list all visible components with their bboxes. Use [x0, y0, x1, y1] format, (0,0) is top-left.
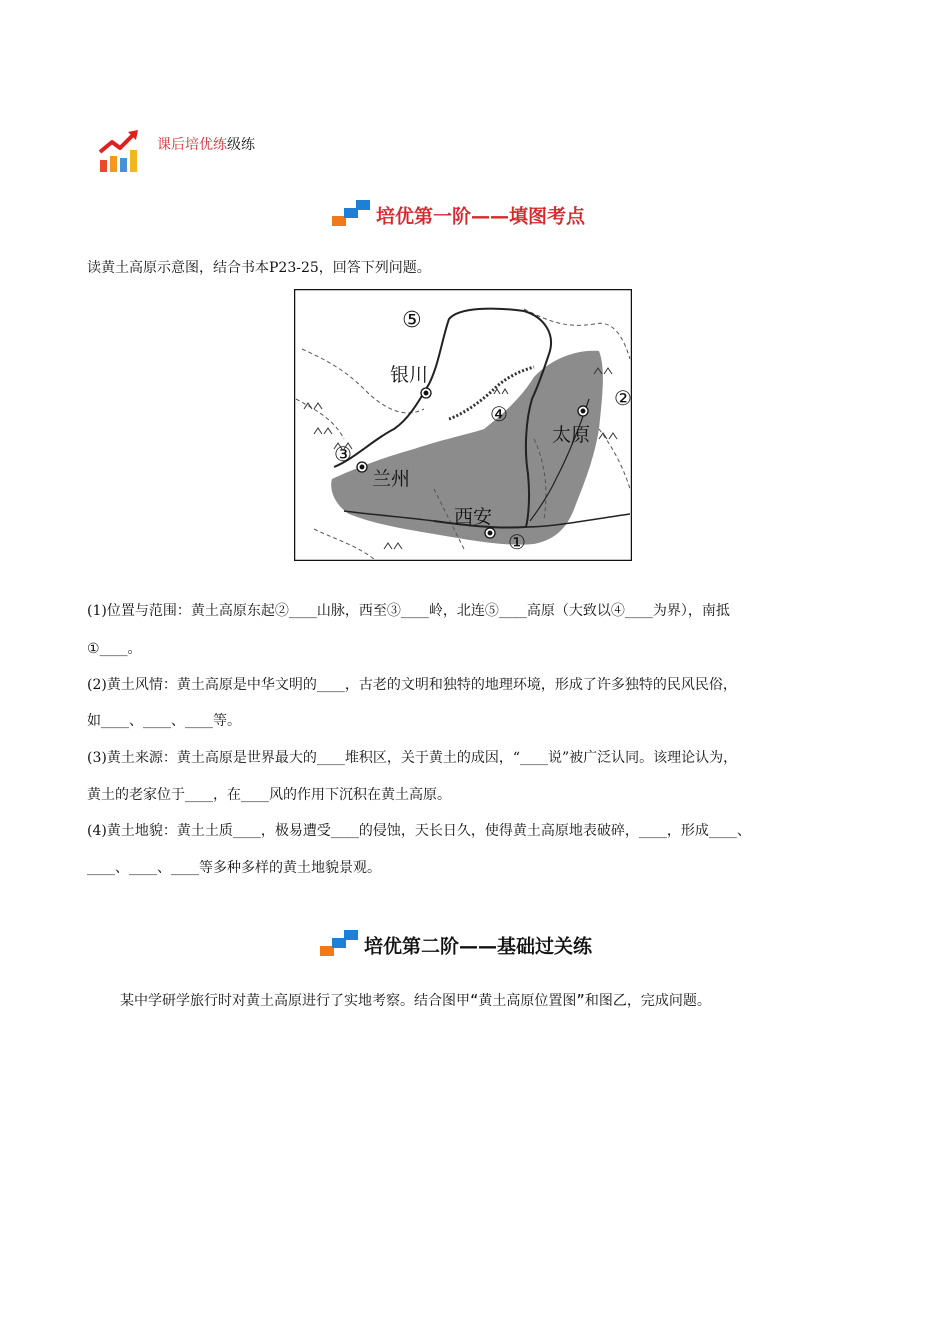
section1-title	[330, 200, 585, 230]
map-label-circle1: ①	[508, 530, 526, 554]
map-label-yinchuan: 银川	[390, 364, 429, 386]
section2-title-text: 培优第二阶——基础过关练	[364, 935, 593, 958]
question-2-line-2: 如____、____、____等。	[87, 713, 241, 729]
map-label-circle2: ②	[614, 386, 632, 410]
loess-plateau-map	[294, 289, 632, 561]
question-2-line-1: (2)黄土风情：黄土高原是中华文明的____，古老的文明和独特的地理环境，形成了许多独特的民风民俗，	[87, 677, 737, 693]
map-label-xian: 西安	[454, 506, 493, 528]
section1-title-text: 培优第一阶——填图考点	[376, 205, 586, 228]
question-1-line-1: (1)位置与范围：黄土高原东起②____山脉，西至③____岭，北连⑤____高原（大致以④____为界），南抵	[87, 603, 730, 619]
steps-icon	[318, 930, 360, 960]
header-label-black: 级练	[227, 137, 255, 153]
question-4-line-2: ____、____、____等多种多样的黄土地貌景观。	[87, 860, 381, 876]
map-label-circle4: ④	[490, 402, 508, 426]
section2-title	[318, 930, 592, 960]
steps-icon	[330, 200, 372, 230]
question-3-line-1: (3)黄土来源：黄土高原是世界最大的____堆积区，关于黄土的成因，“____说”被广泛认同。该理论认为，	[87, 750, 738, 766]
question-3-line-2: 黄土的老家位于____，在____风的作用下沉积在黄土高原。	[87, 787, 451, 803]
section2-text: 某中学研学旅行时对黄土高原进行了实地考察。结合图甲“黄土高原位置图”和图乙，完成问题。	[120, 993, 711, 1009]
question-4-line-1: (4)黄土地貌：黄土土质____，极易遭受____的侵蚀，天长日久，使得黄土高原地表破碎，____，形成____、	[87, 823, 751, 839]
question-1-line-2: ①____。	[87, 641, 142, 657]
map-label-lanzhou: 兰州	[372, 468, 411, 490]
header-label	[157, 134, 255, 154]
chart-growth-logo-icon	[98, 130, 144, 174]
map-label-taiyuan: 太原	[552, 424, 591, 446]
map-label-circle5: ⑤	[402, 308, 422, 333]
header-label-red: 课后培优练	[157, 137, 227, 153]
map-label-circle3: ③	[334, 442, 352, 466]
intro-text: 读黄土高原示意图，结合书本P23-25，回答下列问题。	[87, 260, 431, 276]
